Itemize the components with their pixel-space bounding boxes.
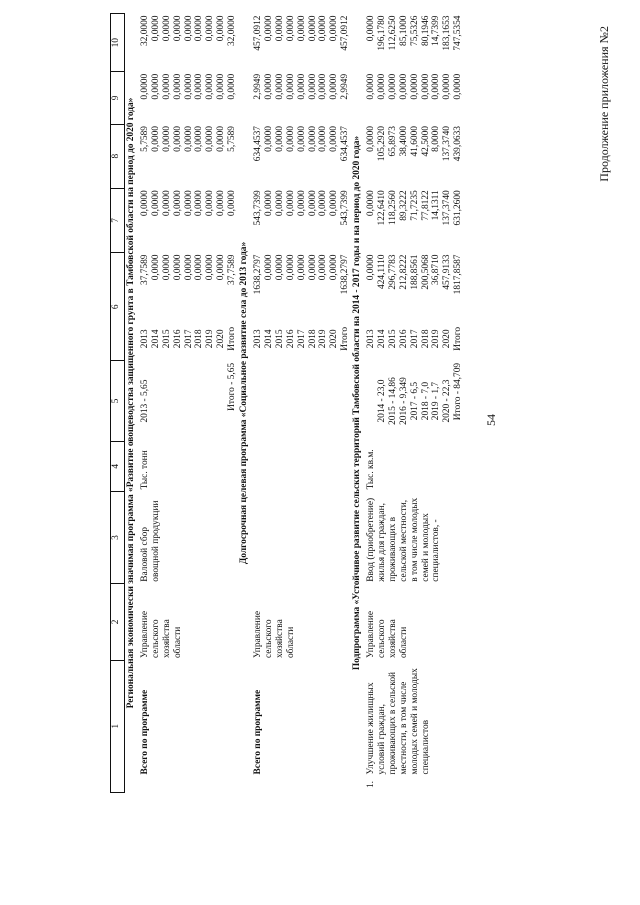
amount-c8: 0,0000 — [150, 190, 161, 217]
amount-c7: 0,0000 — [216, 254, 227, 281]
amount-c11: 75,5326 — [409, 15, 420, 46]
amount-c7: 0,0000 — [161, 254, 172, 281]
amount-c9: 0,0000 — [285, 126, 296, 152]
amount-c10: 0,0000 — [263, 73, 274, 100]
column-number-row — [111, 14, 125, 793]
total-c8: 0,0000 — [227, 190, 238, 217]
year-cell: 2014 — [376, 329, 387, 349]
year-cell: 2017 — [296, 329, 307, 349]
total-label: Итого — [453, 326, 464, 351]
total-c7: 1638,2797 — [340, 254, 351, 295]
total-c10: 2,9949 — [340, 73, 351, 100]
amount-c9: 8,0000 — [431, 126, 442, 152]
amount-c7: 0,0000 — [318, 254, 329, 281]
year-cell: 2018 — [420, 329, 431, 349]
amount-c7: 457,9133 — [442, 254, 453, 290]
amount-c11: 0,0000 — [366, 15, 377, 42]
amount-c10: 0,0000 — [183, 73, 194, 100]
program-name: Улучшение жилищных условий граждан, проживающих в сельской местности, в том числе молодых семей и молодых специалистов — [366, 668, 431, 775]
amount-c8: 0,0000 — [329, 190, 340, 217]
section-banner-row — [351, 14, 363, 793]
amount-c11: 0,0000 — [307, 15, 318, 42]
responsible-executor: Управление сельского хозяйства области — [252, 611, 296, 659]
table-row — [137, 14, 151, 793]
amount-c7: 0,0000 — [205, 254, 216, 281]
total-label: Итого — [227, 326, 238, 351]
total-label: Итого — [340, 326, 351, 351]
amount-c9: 0,0000 — [263, 126, 274, 152]
year-cell: 2017 — [183, 329, 194, 349]
amount-c11: 0,0000 — [329, 15, 340, 42]
unit-of-measure: Тыс. кв.м. — [366, 449, 377, 490]
amount-c8: 14,1311 — [431, 190, 442, 221]
amount-c10: 0,0000 — [161, 73, 172, 100]
indicator-value: 2018 - 7,0 — [420, 381, 431, 421]
amount-c7: 0,0000 — [329, 254, 340, 281]
amount-c11: 85,1000 — [398, 15, 409, 46]
amount-c9: 0,0000 — [150, 126, 161, 152]
column-number: 2 — [111, 584, 125, 660]
amount-c9: 0,0000 — [216, 126, 227, 152]
amount-c10: 0,0000 — [387, 73, 398, 100]
amount-c7: 0,0000 — [366, 254, 377, 281]
column-number: 6 — [111, 253, 125, 361]
amount-c10: 2,9949 — [252, 73, 263, 100]
amount-c7: 37,7589 — [139, 254, 150, 285]
amount-c7: 424,1110 — [376, 254, 387, 289]
amount-c8: 0,0000 — [263, 190, 274, 217]
amount-c7: 1638,2797 — [252, 254, 263, 295]
indicator-value — [329, 361, 340, 441]
amount-c8: 0,0000 — [274, 190, 285, 217]
amount-c10: 0,0000 — [216, 73, 227, 100]
amount-c7: 212,8222 — [398, 254, 409, 290]
amount-c8: 89,3222 — [398, 190, 409, 221]
amount-c9: 0,0000 — [183, 126, 194, 152]
amount-c11: 0,0000 — [274, 15, 285, 42]
amount-c9: 5,7589 — [139, 126, 150, 152]
total-c11: 457,0912 — [340, 15, 351, 51]
amount-c10: 0,0000 — [398, 73, 409, 100]
amount-c10: 0,0000 — [329, 73, 340, 100]
amount-c10: 0,0000 — [285, 73, 296, 100]
year-cell: 2019 — [205, 329, 216, 349]
total-c7: 1817,8587 — [453, 254, 464, 295]
amount-c11: 0,0000 — [285, 15, 296, 42]
indicator-value — [318, 361, 329, 441]
total-c10: 0,0000 — [227, 73, 238, 100]
amount-c8: 118,2560 — [387, 190, 398, 226]
amount-c8: 0,0000 — [296, 190, 307, 217]
indicator-value — [151, 361, 162, 441]
amount-c8: 0,0000 — [216, 190, 227, 217]
amount-c11: 0,0000 — [318, 15, 329, 42]
total-c9: 5,7589 — [227, 126, 238, 152]
year-cell: 2013 — [366, 329, 377, 349]
indicator-value: 2015 - 14,86 — [387, 377, 398, 425]
indicator-value — [216, 361, 227, 441]
amount-c9: 0,0000 — [366, 126, 377, 152]
indicator-value: 2013 - 5,65 — [139, 379, 150, 423]
indicator-value — [264, 361, 275, 441]
column-number: 4 — [111, 441, 125, 491]
amount-c9: 105,2920 — [376, 126, 387, 162]
amount-c9: 0,0000 — [307, 126, 318, 152]
amount-c10: 0,0000 — [139, 73, 150, 100]
year-cell: 2014 — [263, 329, 274, 349]
program-name: Всего по программе — [252, 689, 263, 775]
column-number: 3 — [111, 491, 125, 583]
table-row — [363, 14, 377, 793]
amount-c9: 0,0000 — [274, 126, 285, 152]
year-cell: 2016 — [398, 329, 409, 349]
column-number: 9 — [111, 72, 125, 124]
year-cell: 2015 — [274, 329, 285, 349]
amount-c7: 0,0000 — [285, 254, 296, 281]
indicator-value — [173, 361, 184, 441]
continuation-note: Продолжение приложения №2 — [597, 26, 611, 182]
amount-c7: 200,5068 — [420, 254, 431, 290]
column-number: 5 — [111, 361, 125, 441]
amount-c7: 0,0000 — [263, 254, 274, 281]
section-banner: Подпрограмма «Устойчивое развитие сельских территорий Тамбовской области на 2014 - 2017 годы и на период до 2020 года» — [352, 135, 363, 671]
total-indicator — [340, 361, 351, 441]
amount-c10: 0,0000 — [274, 73, 285, 100]
amount-c8: 0,0000 — [194, 190, 205, 217]
amount-c11: 112,6250 — [387, 15, 398, 51]
amount-c11: 14,7399 — [431, 15, 442, 46]
amount-c8: 0,0000 — [161, 190, 172, 217]
indicator-name — [250, 491, 351, 583]
amount-c7: 0,0000 — [150, 254, 161, 281]
amount-c8: 0,0000 — [285, 190, 296, 217]
total-c11: 32,0000 — [227, 15, 238, 46]
total-c8: 631,2600 — [453, 190, 464, 226]
amount-c10: 0,0000 — [307, 73, 318, 100]
column-number: 1 — [111, 660, 125, 792]
indicator-value — [184, 361, 195, 441]
amount-c10: 0,0000 — [442, 73, 453, 100]
amount-c11: 0,0000 — [172, 15, 183, 42]
indicator-value — [286, 361, 297, 441]
total-c9: 634,4537 — [340, 126, 351, 162]
year-cell: 2020 — [216, 329, 227, 349]
indicator-value: 2019 - 1,7 — [431, 381, 442, 421]
unit-of-measure: Тыс. тонн — [139, 450, 150, 490]
year-cell: 2013 — [139, 329, 150, 349]
column-number: 10 — [111, 14, 125, 72]
amount-c7: 0,0000 — [183, 254, 194, 281]
amount-c10: 0,0000 — [409, 73, 420, 100]
year-cell: 2017 — [409, 329, 420, 349]
amount-c9: 38,4000 — [398, 126, 409, 157]
indicator-value — [162, 361, 173, 441]
year-cell: 2013 — [252, 329, 263, 349]
section-banner: Региональная экономически значимая программа «Развитие овощеводства защищенного грунта в Тамбовской области на период до 2020 года» — [126, 97, 136, 709]
amount-c7: 0,0000 — [172, 254, 183, 281]
amount-c10: 0,0000 — [376, 73, 387, 100]
year-cell: 2015 — [387, 329, 398, 349]
amount-c10: 0,0000 — [194, 73, 205, 100]
amount-c11: 80,1946 — [420, 15, 431, 46]
table-row — [250, 14, 264, 793]
column-number: 7 — [111, 188, 125, 252]
amount-c9: 0,0000 — [161, 126, 172, 152]
year-cell: 2019 — [431, 329, 442, 349]
amount-c7: 296,7783 — [387, 254, 398, 290]
unit-of-measure — [250, 441, 351, 491]
total-c8: 543,7399 — [340, 190, 351, 226]
amount-c9: 137,3740 — [442, 126, 453, 162]
amount-c10: 0,0000 — [172, 73, 183, 100]
amount-c11: 0,0000 — [263, 15, 274, 42]
amount-c8: 543,7399 — [252, 190, 263, 226]
total-indicator: Итого - 5,65 — [227, 362, 238, 411]
indicator-value — [297, 361, 308, 441]
amount-c7: 0,0000 — [307, 254, 318, 281]
amount-c8: 122,6410 — [376, 190, 387, 226]
section-banner: Долгосрочная целевая программа «Социальное развитие села до 2013 года» — [239, 241, 250, 565]
amount-c8: 0,0000 — [172, 190, 183, 217]
amount-c11: 0,0000 — [194, 15, 205, 42]
amount-c11: 183,1653 — [442, 15, 453, 51]
amount-c9: 0,0000 — [296, 126, 307, 152]
amount-c8: 0,0000 — [366, 190, 377, 217]
indicator-value: 2020 - 22,3 — [442, 379, 453, 423]
amount-c11: 0,0000 — [216, 15, 227, 42]
indicator-value — [363, 361, 377, 441]
indicator-value — [205, 361, 216, 441]
amount-c10: 0,0000 — [366, 73, 377, 100]
year-cell: 2020 — [442, 329, 453, 349]
amount-c11: 0,0000 — [150, 15, 161, 42]
total-c10: 0,0000 — [453, 73, 464, 100]
indicator-value — [250, 361, 264, 441]
section-banner-row — [125, 14, 137, 793]
year-cell: 2018 — [307, 329, 318, 349]
responsible-executor: Управление сельского хозяйства области — [366, 611, 409, 659]
total-c9: 439,0633 — [453, 126, 464, 162]
year-cell: 2016 — [285, 329, 296, 349]
year-cell: 2019 — [318, 329, 329, 349]
indicator-value: 2016 - 9,349 — [398, 377, 409, 425]
amount-c8: 77,8122 — [420, 190, 431, 221]
amount-c8: 0,0000 — [307, 190, 318, 217]
amount-c9: 65,8973 — [387, 126, 398, 157]
amount-c9: 0,0000 — [329, 126, 340, 152]
amount-c10: 0,0000 — [150, 73, 161, 100]
amount-c7: 188,8561 — [409, 254, 420, 290]
row-index — [137, 776, 238, 792]
indicator-name: Ввод (приобретение) жилья для граждан, проживающих в сельской местности, в том числе молодых семей и молодых специалистов, - — [366, 497, 442, 582]
total-c11: 747,5354 — [453, 15, 464, 51]
appendix-table — [110, 13, 464, 793]
amount-c11: 0,0000 — [296, 15, 307, 42]
indicator-value: 2014 - 23,0 — [376, 379, 387, 423]
responsible-executor: Управление сельского хозяйства области — [139, 611, 183, 659]
amount-c9: 0,0000 — [194, 126, 205, 152]
amount-c10: 0,0000 — [420, 73, 431, 100]
amount-c8: 71,7235 — [409, 190, 420, 221]
amount-c8: 137,3740 — [442, 190, 453, 226]
amount-c11: 196,1780 — [376, 15, 387, 51]
program-name: Всего по программе — [139, 689, 150, 775]
amount-c8: 0,0000 — [183, 190, 194, 217]
section-banner-row — [238, 14, 250, 793]
total-c7: 37,7589 — [227, 254, 238, 285]
indicator-value — [194, 361, 205, 441]
indicator-value — [275, 361, 286, 441]
amount-c9: 0,0000 — [205, 126, 216, 152]
amount-c7: 0,0000 — [296, 254, 307, 281]
amount-c11: 32,0000 — [139, 15, 150, 46]
amount-c10: 0,0000 — [431, 73, 442, 100]
indicator-value: 2017 - 6,5 — [409, 381, 420, 421]
year-cell: 2015 — [161, 329, 172, 349]
amount-c11: 457,0912 — [252, 15, 263, 51]
amount-c8: 0,0000 — [318, 190, 329, 217]
amount-c9: 634,4537 — [252, 126, 263, 162]
indicator-name: Валовой сбор овощной продукции — [139, 500, 161, 582]
amount-c7: 0,0000 — [274, 254, 285, 281]
amount-c11: 0,0000 — [183, 15, 194, 42]
amount-c9: 42,5000 — [420, 126, 431, 157]
amount-c10: 0,0000 — [296, 73, 307, 100]
amount-c11: 0,0000 — [161, 15, 172, 42]
amount-c8: 0,0000 — [205, 190, 216, 217]
amount-c10: 0,0000 — [205, 73, 216, 100]
amount-c9: 0,0000 — [318, 126, 329, 152]
amount-c10: 0,0000 — [318, 73, 329, 100]
amount-c7: 0,0000 — [194, 254, 205, 281]
year-cell: 2020 — [329, 329, 340, 349]
table-body — [111, 14, 465, 793]
row-index — [250, 776, 351, 792]
amount-c7: 36,8710 — [431, 254, 442, 285]
total-indicator: Итого - 84,709 — [453, 362, 464, 421]
page-number: 54 — [484, 414, 498, 426]
amount-c11: 0,0000 — [205, 15, 216, 42]
indicator-value — [308, 361, 319, 441]
year-cell: 2018 — [194, 329, 205, 349]
year-cell: 2014 — [150, 329, 161, 349]
row-index: 1. — [366, 780, 377, 788]
amount-c9: 0,0000 — [172, 126, 183, 152]
column-number: 8 — [111, 124, 125, 188]
amount-c8: 0,0000 — [139, 190, 150, 217]
amount-c9: 41,6000 — [409, 126, 420, 157]
year-cell: 2016 — [172, 329, 183, 349]
